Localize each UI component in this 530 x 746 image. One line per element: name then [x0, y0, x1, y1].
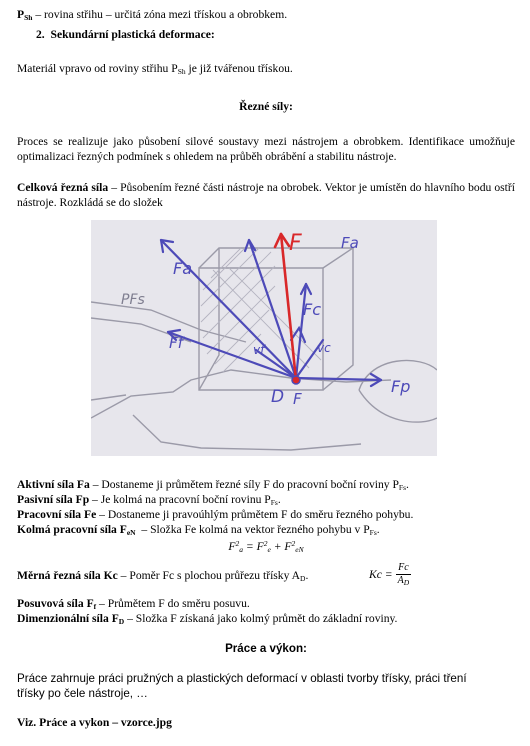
- prace-paragraph: Práce zahrnuje práci pružných a plastických deformací v oblasti tvorby třísky, práci tření třísky po čele nástroje, …: [17, 672, 467, 700]
- label-vf: vf: [253, 343, 265, 357]
- equation-kc: Kc = $\frac{Fc}{A_D}$: [369, 561, 410, 587]
- viz-link-text: Viz. Práce a vykon – vzorce.jpg: [17, 716, 172, 729]
- label-fa: Fa: [173, 259, 193, 278]
- label-fp: Fp: [391, 377, 411, 396]
- label-vc: vc: [317, 341, 331, 355]
- list-item-2: 2. Sekundární plastická deformace:: [36, 28, 215, 41]
- heading-rezne-sily: Řezné síly:: [239, 100, 293, 113]
- label-f-bottom: F: [293, 390, 302, 408]
- force-diagram-photo: [91, 220, 437, 456]
- equation-fa: $F^2_a = F^2_e + F^2_{eN}$: [228, 539, 304, 554]
- label-d: D: [271, 387, 285, 407]
- label-f: F: [289, 231, 302, 256]
- label-fc: Fc: [303, 300, 321, 319]
- proces-paragraph: Proces se realizuje jako působení silové soustavy mezi nástrojem a obrobkem. Identifikace umožňuje optimalizaci řezných podmínek s ohledem na průběh obrábění a stabilitu nástroje.: [17, 135, 515, 163]
- label-fa-right: Fa: [341, 234, 359, 252]
- pshl-definition: $P_{Sh}$ – rovina střihu – určitá zóna mezi třískou a obrobkem.: [17, 8, 288, 22]
- heading-prace-a-vykon: Práce a výkon:: [225, 642, 307, 655]
- aktivni-sila: Aktivní síla Fa – Dostaneme ji průmětem řezné síly F do pracovní boční roviny $P_{Fs}$.: [17, 478, 409, 492]
- dimenzionalni-sila: Dimenzionální síla $F_D$ – Složka F získaná jako kolmý průmět do základní roviny.: [17, 612, 398, 626]
- material-paragraph: Materiál vpravo od roviny střihu $P_{Sh}$ je již tvářenou třískou.: [17, 62, 293, 76]
- pracovni-sila: Pracovní síla Fe – Dostaneme ji pravoúhlým průmětem F do směru řezného pohybu.: [17, 508, 414, 521]
- posuvova-sila: Posuvová síla $F_f$ – Průmětem F do směru posuvu.: [17, 597, 250, 611]
- celkova-paragraph: Celková řezná síla – Působením řezné části nástroje na obrobek. Vektor je umístěn do hlavního bodu ostří nástroje. Rozkládá se do složek: [17, 181, 515, 209]
- pasivni-sila: Pasivní síla Fp – Je kolmá na pracovní boční rovinu $P_{Fs}$.: [17, 493, 281, 507]
- label-pfs: PFs: [121, 292, 145, 308]
- label-ff: Ff: [169, 334, 183, 352]
- kolma-pracovni-sila: Kolmá pracovní síla $F_{eN}$ – Složka Fe kolmá na vektor řezného pohybu v $P_{Fs}$.: [17, 523, 380, 537]
- force-diagram-sketch: [91, 220, 437, 456]
- merna-rezna-sila: Měrná řezná síla Kc – Poměr Fc s plochou průřezu třísky $A_D$.: [17, 569, 309, 583]
